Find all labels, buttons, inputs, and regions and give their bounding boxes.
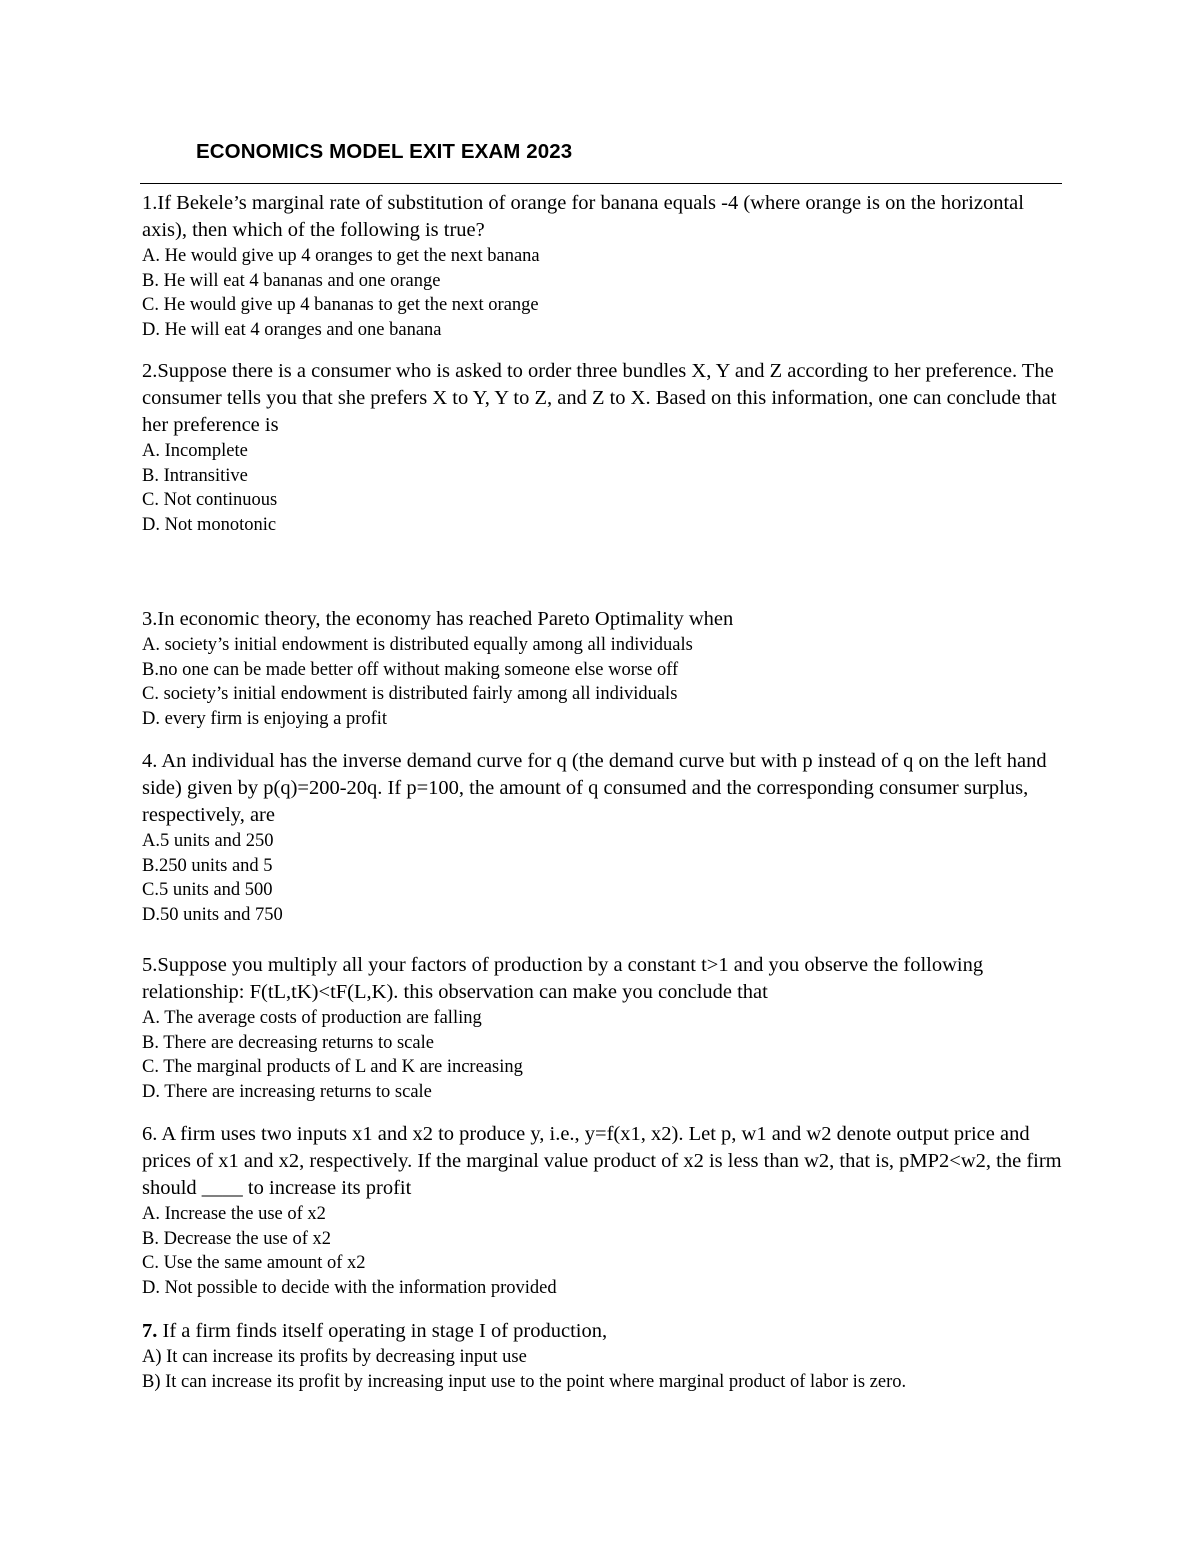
question-4-option-d: D.50 units and 750 <box>142 904 283 925</box>
question-1-stem: If Bekele’s marginal rate of substitution of orange for banana equals -4 (where orange is on the horizontal axis), then which of the following is true? <box>142 192 1024 241</box>
question-4-option-b: B.250 units and 5 <box>142 855 273 876</box>
question-4 <box>142 748 1072 927</box>
question-7-option-a: A) It can increase its profits by decreasing input use <box>142 1347 527 1367</box>
question-1-option-d: D. He will eat 4 oranges and one banana <box>142 319 442 340</box>
question-6-number: 6. <box>142 1123 158 1145</box>
question-3-option-b: B.no one can be made better off without making someone else worse off <box>142 659 679 680</box>
question-5 <box>142 952 1072 1104</box>
question-3-number: 3. <box>142 608 158 630</box>
question-4-option-c: C.5 units and 500 <box>142 880 273 901</box>
question-5-text <box>142 952 1072 1006</box>
question-3-text <box>142 606 1072 633</box>
question-5-option-c: C. The marginal products of L and K are increasing <box>142 1057 523 1078</box>
question-3-option-d: D. every firm is enjoying a profit <box>142 708 388 729</box>
question-5-option-b: B. There are decreasing returns to scale <box>142 1032 434 1053</box>
question-4-option-a: A.5 units and 250 <box>142 831 274 851</box>
question-3-option-a: A. society’s initial endowment is distributed equally among all individuals <box>142 635 693 655</box>
question-2-text <box>142 358 1072 439</box>
exam-title: ECONOMICS MODEL EXIT EXAM 2023 <box>196 140 573 163</box>
question-4-stem: An individual has the inverse demand curve for q (the demand curve but with p instead of q on the left hand side) given by p(q)=200-20q. If p=100, the amount of q consumed and the corresponding consumer surplus, respectively, are <box>142 750 1047 826</box>
question-7-number: 7. <box>142 1320 158 1342</box>
question-2-option-b: B. Intransitive <box>142 465 248 486</box>
question-7-option-b: B) It can increase its profit by increasing input use to the point where marginal product of labor is zero. <box>142 1371 907 1392</box>
question-7 <box>142 1318 1072 1394</box>
question-3-option-c: C. society’s initial endowment is distributed fairly among all individuals <box>142 684 678 705</box>
question-6-option-c: C. Use the same amount of x2 <box>142 1253 366 1274</box>
question-6-text <box>142 1121 1072 1202</box>
title-underline <box>140 183 1062 184</box>
question-2-stem: Suppose there is a consumer who is asked to order three bundles X, Y and Z according to her preference. The consumer tells you that she prefers X to Y, Y to Z, and Z to X. Based on this information, one can conclude that her preference is <box>142 360 1057 436</box>
question-2-option-c: C. Not continuous <box>142 490 278 511</box>
question-1-number: 1. <box>142 192 158 214</box>
question-6-option-b: B. Decrease the use of x2 <box>142 1228 332 1249</box>
question-2-option-a: A. Incomplete <box>142 441 248 461</box>
question-5-option-d: D. There are increasing returns to scale <box>142 1081 432 1102</box>
question-4-number: 4. <box>142 750 158 772</box>
question-5-stem: Suppose you multiply all your factors of production by a constant t>1 and you observe the following relationship: F(tL,tK)<tF(L,K). this observation can make you conclude that <box>142 954 984 1003</box>
question-5-option-a: A. The average costs of production are falling <box>142 1008 482 1028</box>
question-1-option-c: C. He would give up 4 bananas to get the next orange <box>142 295 539 316</box>
question-6-option-a: A. Increase the use of x2 <box>142 1204 326 1224</box>
question-1 <box>142 190 1072 342</box>
question-1-option-a: A. He would give up 4 oranges to get the next banana <box>142 246 540 266</box>
question-2-number: 2. <box>142 360 158 382</box>
question-6-option-d: D. Not possible to decide with the information provided <box>142 1277 557 1298</box>
question-6 <box>142 1121 1072 1300</box>
question-2-option-d: D. Not monotonic <box>142 514 277 535</box>
question-3-stem: In economic theory, the economy has reached Pareto Optimality when <box>157 608 734 630</box>
question-1-text <box>142 190 1072 244</box>
question-1-option-b: B. He will eat 4 bananas and one orange <box>142 270 441 291</box>
question-3 <box>142 606 1072 731</box>
question-7-text <box>142 1318 1072 1345</box>
question-2 <box>142 358 1072 537</box>
question-5-number: 5. <box>142 954 158 976</box>
question-6-stem: A firm uses two inputs x1 and x2 to produce y, i.e., y=f(x1, x2). Let p, w1 and w2 denote output price and prices of x1 and x2, respectively. If the marginal value product of x2 is less than w2, that is, pMP2<w2, the firm should ____ to increase its profit <box>142 1123 1062 1199</box>
question-4-text <box>142 748 1072 829</box>
question-7-stem: If a firm finds itself operating in stage I of production, <box>157 1320 608 1342</box>
